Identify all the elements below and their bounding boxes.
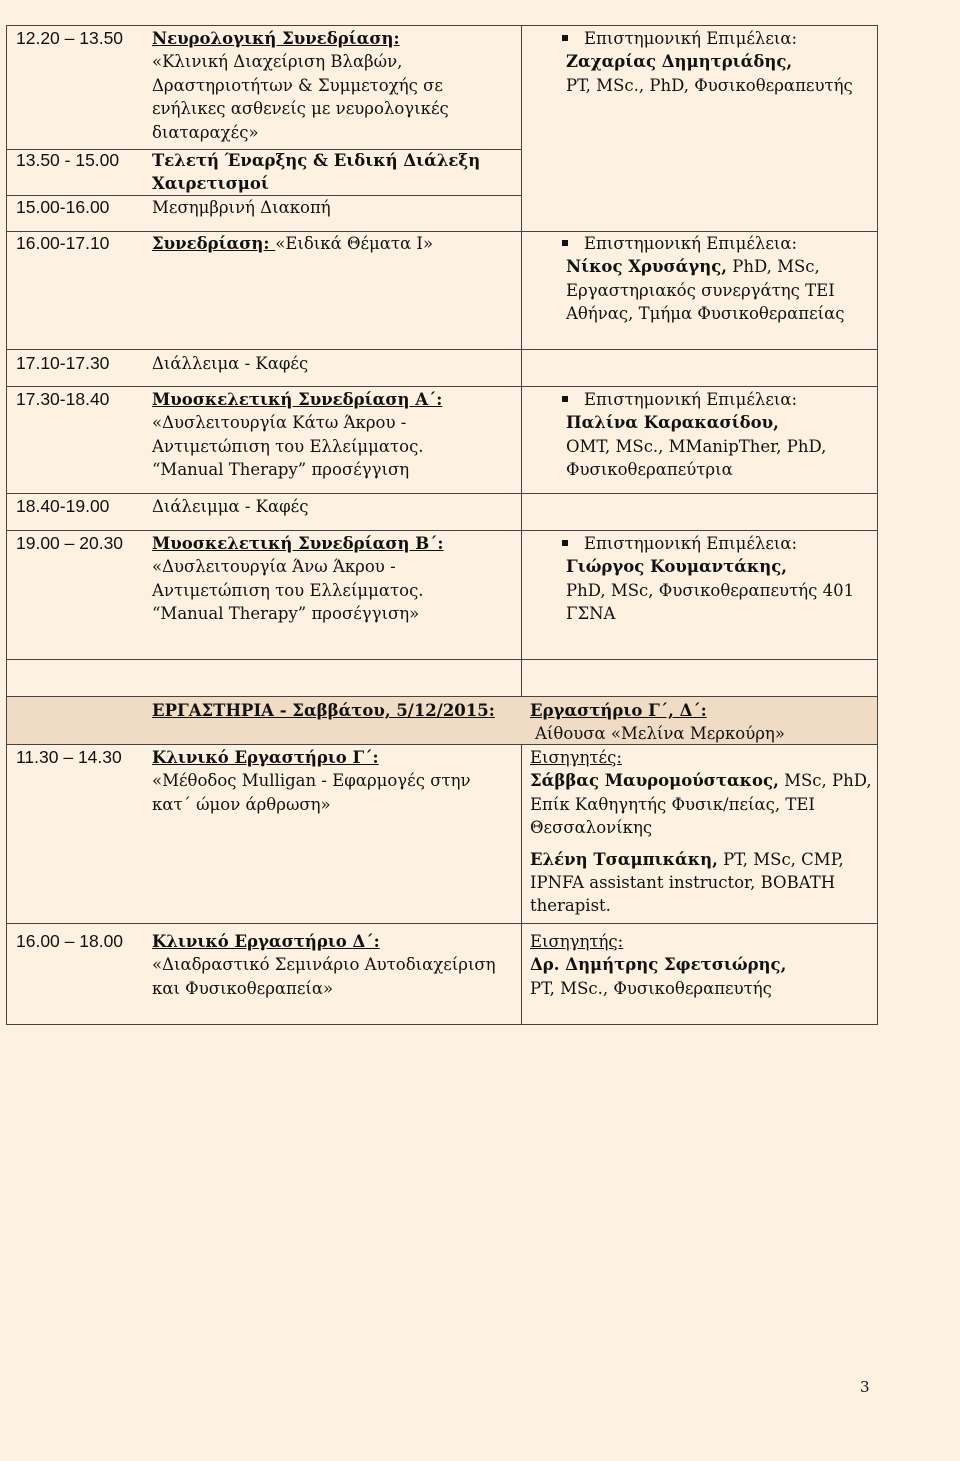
speaker-credentials: Επίκ Καθηγητής Φυσικ/πείας, ΤΕΙ (530, 794, 815, 814)
workshop-desc-line: και Φυσικοθεραπεία» (152, 978, 334, 998)
workshop-block (152, 746, 512, 816)
session-title: Μυοσκελετική Συνεδρίαση Α΄: (152, 390, 443, 409)
session-title: Διάλειμμα - Καφές (152, 497, 309, 516)
session-desc-line: Αντιμετώπιση του Ελλείμματος. (152, 580, 424, 600)
speakers-label: Εισηγητής: (530, 932, 624, 951)
workshop-desc-line: «Διαδραστικό Σεμινάριο Αυτοδιαχείριση (152, 955, 496, 975)
session-title: Νευρολογική Συνεδρίαση: (152, 29, 400, 48)
supervision-block (566, 388, 876, 482)
session-title: Τελετή Έναρξης & Ειδική Διάλεξη (152, 151, 481, 170)
session-block (152, 149, 512, 196)
workshop-title: Κλινικό Εργαστήριο Γ΄: (152, 748, 379, 767)
session-block (152, 232, 433, 255)
bullet-icon (562, 240, 568, 246)
speakers-block (530, 930, 875, 1000)
session-desc-line: Αντιμετώπιση του Ελλείμματος. (152, 436, 424, 456)
bullet-icon (562, 540, 568, 546)
speaker-credentials: PT, MSc., Φυσικοθεραπευτής (530, 978, 772, 998)
room-title: Εργαστήριο Γ΄, Δ΄: (530, 701, 707, 720)
speaker-credentials: PT, MSc, CMP, (717, 849, 844, 869)
speakers-label: Εισηγητές: (530, 748, 622, 767)
session-title-rest: «Ειδικά Θέματα Ι» (275, 234, 434, 253)
supervision-block (566, 27, 876, 97)
session-block (152, 27, 512, 144)
workshop-block (152, 930, 512, 1000)
time-slot: 19.00 – 20.30 (16, 533, 124, 553)
page-number: 3 (860, 1378, 870, 1396)
speaker-name: Δρ. Δημήτρης Σφετσιώρης, (530, 955, 787, 975)
speaker-credentials: therapist. (530, 896, 611, 916)
session-desc-line: «Δυσλειτουργία Κάτω Άκρου - (152, 413, 407, 433)
workshop-title: Κλινικό Εργαστήριο Δ΄: (152, 932, 380, 951)
supervisor-credentials: PhD, MSc, (727, 257, 820, 277)
supervisor-name: Ζαχαρίας Δημητριάδης, (566, 52, 793, 72)
time-slot: 17.10-17.30 (16, 353, 110, 373)
workshop-desc-line: «Μέθοδος Mulligan - Εφαρμογές στην (152, 771, 471, 791)
time-slot: 11.30 – 14.30 (16, 747, 122, 767)
supervisor-name: Παλίνα Καρακασίδου, (566, 413, 779, 433)
time-slot: 13.50 - 15.00 (16, 150, 120, 170)
session-desc-line: Δραστηριοτήτων & Συμμετοχής σε (152, 75, 443, 95)
room-name: Αίθουσα «Μελίνα Μερκούρη» (535, 724, 785, 744)
session-title: Μεσημβρινή Διακοπή (152, 198, 331, 217)
session-block (152, 532, 512, 626)
bullet-icon (562, 396, 568, 402)
session-desc-line: διαταραχές» (152, 122, 259, 142)
speakers-block (530, 746, 875, 918)
session-desc-line: «Δυσλειτουργία Άνω Άκρου - (152, 557, 396, 577)
session-title: Μυοσκελετική Συνεδρίαση Β΄: (152, 534, 444, 553)
supervision-label: Επιστημονική Επιμέλεια: (584, 534, 798, 553)
supervisor-credentials: PhD, MSc, Φυσικοθεραπευτής 401 (566, 580, 855, 600)
session-title: Συνεδρίαση: (152, 234, 276, 253)
time-slot: 12.20 – 13.50 (16, 28, 124, 48)
session-desc-line: “Manual Therapy” προσέγγιση» (152, 604, 420, 624)
supervision-block (566, 532, 876, 626)
supervision-label: Επιστημονική Επιμέλεια: (584, 234, 798, 253)
supervision-block (566, 232, 876, 326)
time-slot: 16.00-17.10 (16, 233, 110, 253)
speaker-name: Σάββας Μαυρομούστακος, (530, 771, 779, 791)
supervisor-credentials: Αθήνας, Τμήμα Φυσικοθεραπείας (566, 304, 845, 324)
time-slot: 18.40-19.00 (16, 496, 110, 516)
supervisor-name: Νίκος Χρυσάγης, (566, 257, 727, 277)
supervisor-credentials: Εργαστηριακός συνεργάτης ΤΕΙ (566, 280, 835, 300)
supervision-label: Επιστημονική Επιμέλεια: (584, 390, 798, 409)
supervisor-name: Γιώργος Κουμαντάκης, (566, 557, 788, 577)
time-slot: 17.30-18.40 (16, 389, 110, 409)
session-title: Διάλλειμα - Καφές (152, 354, 309, 373)
workshops-header: ΕΡΓΑΣΤΗΡΙΑ - Σαββάτου, 5/12/2015: (152, 701, 495, 720)
supervisor-credentials: Φυσικοθεραπεύτρια (566, 460, 733, 480)
session-desc-line: «Κλινική Διαχείριση Βλαβών, (152, 52, 403, 72)
speaker-name: Ελένη Τσαμπικάκη, (530, 849, 718, 869)
time-slot: 16.00 – 18.00 (16, 931, 124, 951)
speaker-credentials: MSc, PhD, (778, 771, 872, 791)
session-title-line: Χαιρετισμοί (152, 174, 269, 194)
workshop-room (530, 699, 875, 746)
supervision-label: Επιστημονική Επιμέλεια: (584, 29, 798, 48)
supervisor-credentials: OMT, MSc., MManipTher, PhD, (566, 436, 827, 456)
bullet-icon (562, 35, 568, 41)
session-desc-line: “Manual Therapy” προσέγγιση (152, 460, 410, 480)
speaker-credentials: Θεσσαλονίκης (530, 818, 653, 838)
workshop-desc-line: κατ΄ ώμον άρθρωση» (152, 794, 331, 814)
time-slot: 15.00-16.00 (16, 197, 110, 217)
session-desc-line: ενήλικες ασθενείς με νευρολογικές (152, 99, 449, 119)
session-block (152, 388, 512, 482)
supervisor-credentials: PT, MSc., PhD, Φυσικοθεραπευτής (566, 75, 853, 95)
supervisor-credentials: ΓΣΝΑ (566, 604, 616, 624)
speaker-credentials: IPNFA assistant instructor, BOBATH (530, 873, 836, 893)
